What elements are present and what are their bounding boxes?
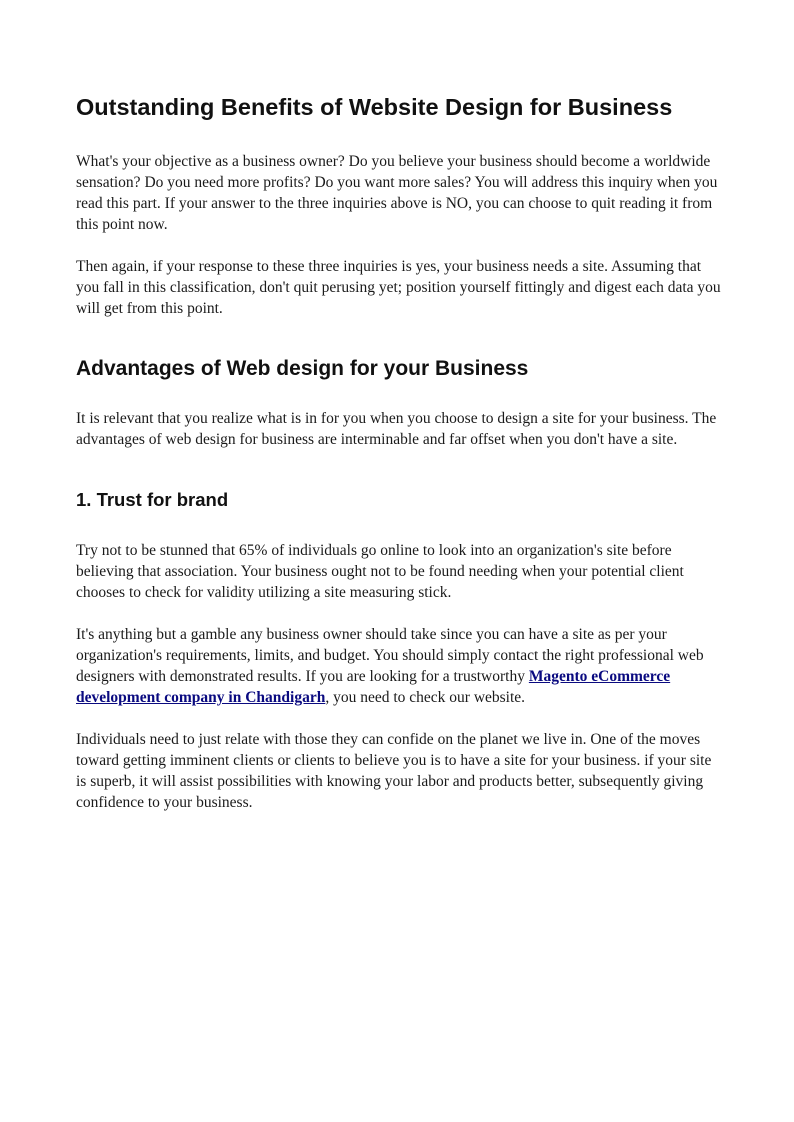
advantages-paragraph: It is relevant that you realize what is in for you when you choose to design a site for your business. The advantages of web design for business are interminable and far offset when you don't have a site. [76,410,717,448]
trust-paragraph-2-text-after-link: , you need to check our website. [325,689,526,706]
section-heading-advantages: Advantages of Web design for your Business [76,357,529,380]
trust-paragraph-2 [76,624,722,708]
intro-paragraph-1: What's your objective as a business owner? Do you believe your business should become a worldwide sensation? Do you need more profits? Do you want more sales? You will address this inquiry when you read this part. If your answer to the three inquiries above is NO, you can choose to quit reading it from this point now. [76,153,718,233]
document-page [76,92,722,834]
page-title: Outstanding Benefits of Website Design for Business [76,94,673,120]
magento-company-link[interactable]: Magento eCommerce development company in Chandigarh [76,668,671,706]
trust-paragraph-2-text-before-link: It's anything but a gamble any business owner should take since you can have a site as per your organization's requirements, limits, and budget. You should simply contact the right professional web designers with demonstrated results. If you are looking for a trustworthy [76,626,704,685]
section-heading-trust: 1. Trust for brand [76,489,229,510]
trust-paragraph-1: Try not to be stunned that 65% of individuals go online to look into an organization's site before believing that association. Your business ought not to be found needing when your potential client chooses to check for validity utilizing a site measuring stick. [76,542,684,601]
trust-paragraph-3: Individuals need to just relate with those they can confide on the planet we live in. One of the moves toward getting imminent clients or clients to believe you is to have a site for your business. if your site is superb, it will assist possibilities with knowing your labor and products better, subsequently giving confidence to your business. [76,731,712,811]
intro-paragraph-2: Then again, if your response to these three inquiries is yes, your business needs a site. Assuming that you fall in this classification, don't quit perusing yet; position yourself fittingly and digest each data you will get from this point. [76,258,721,317]
